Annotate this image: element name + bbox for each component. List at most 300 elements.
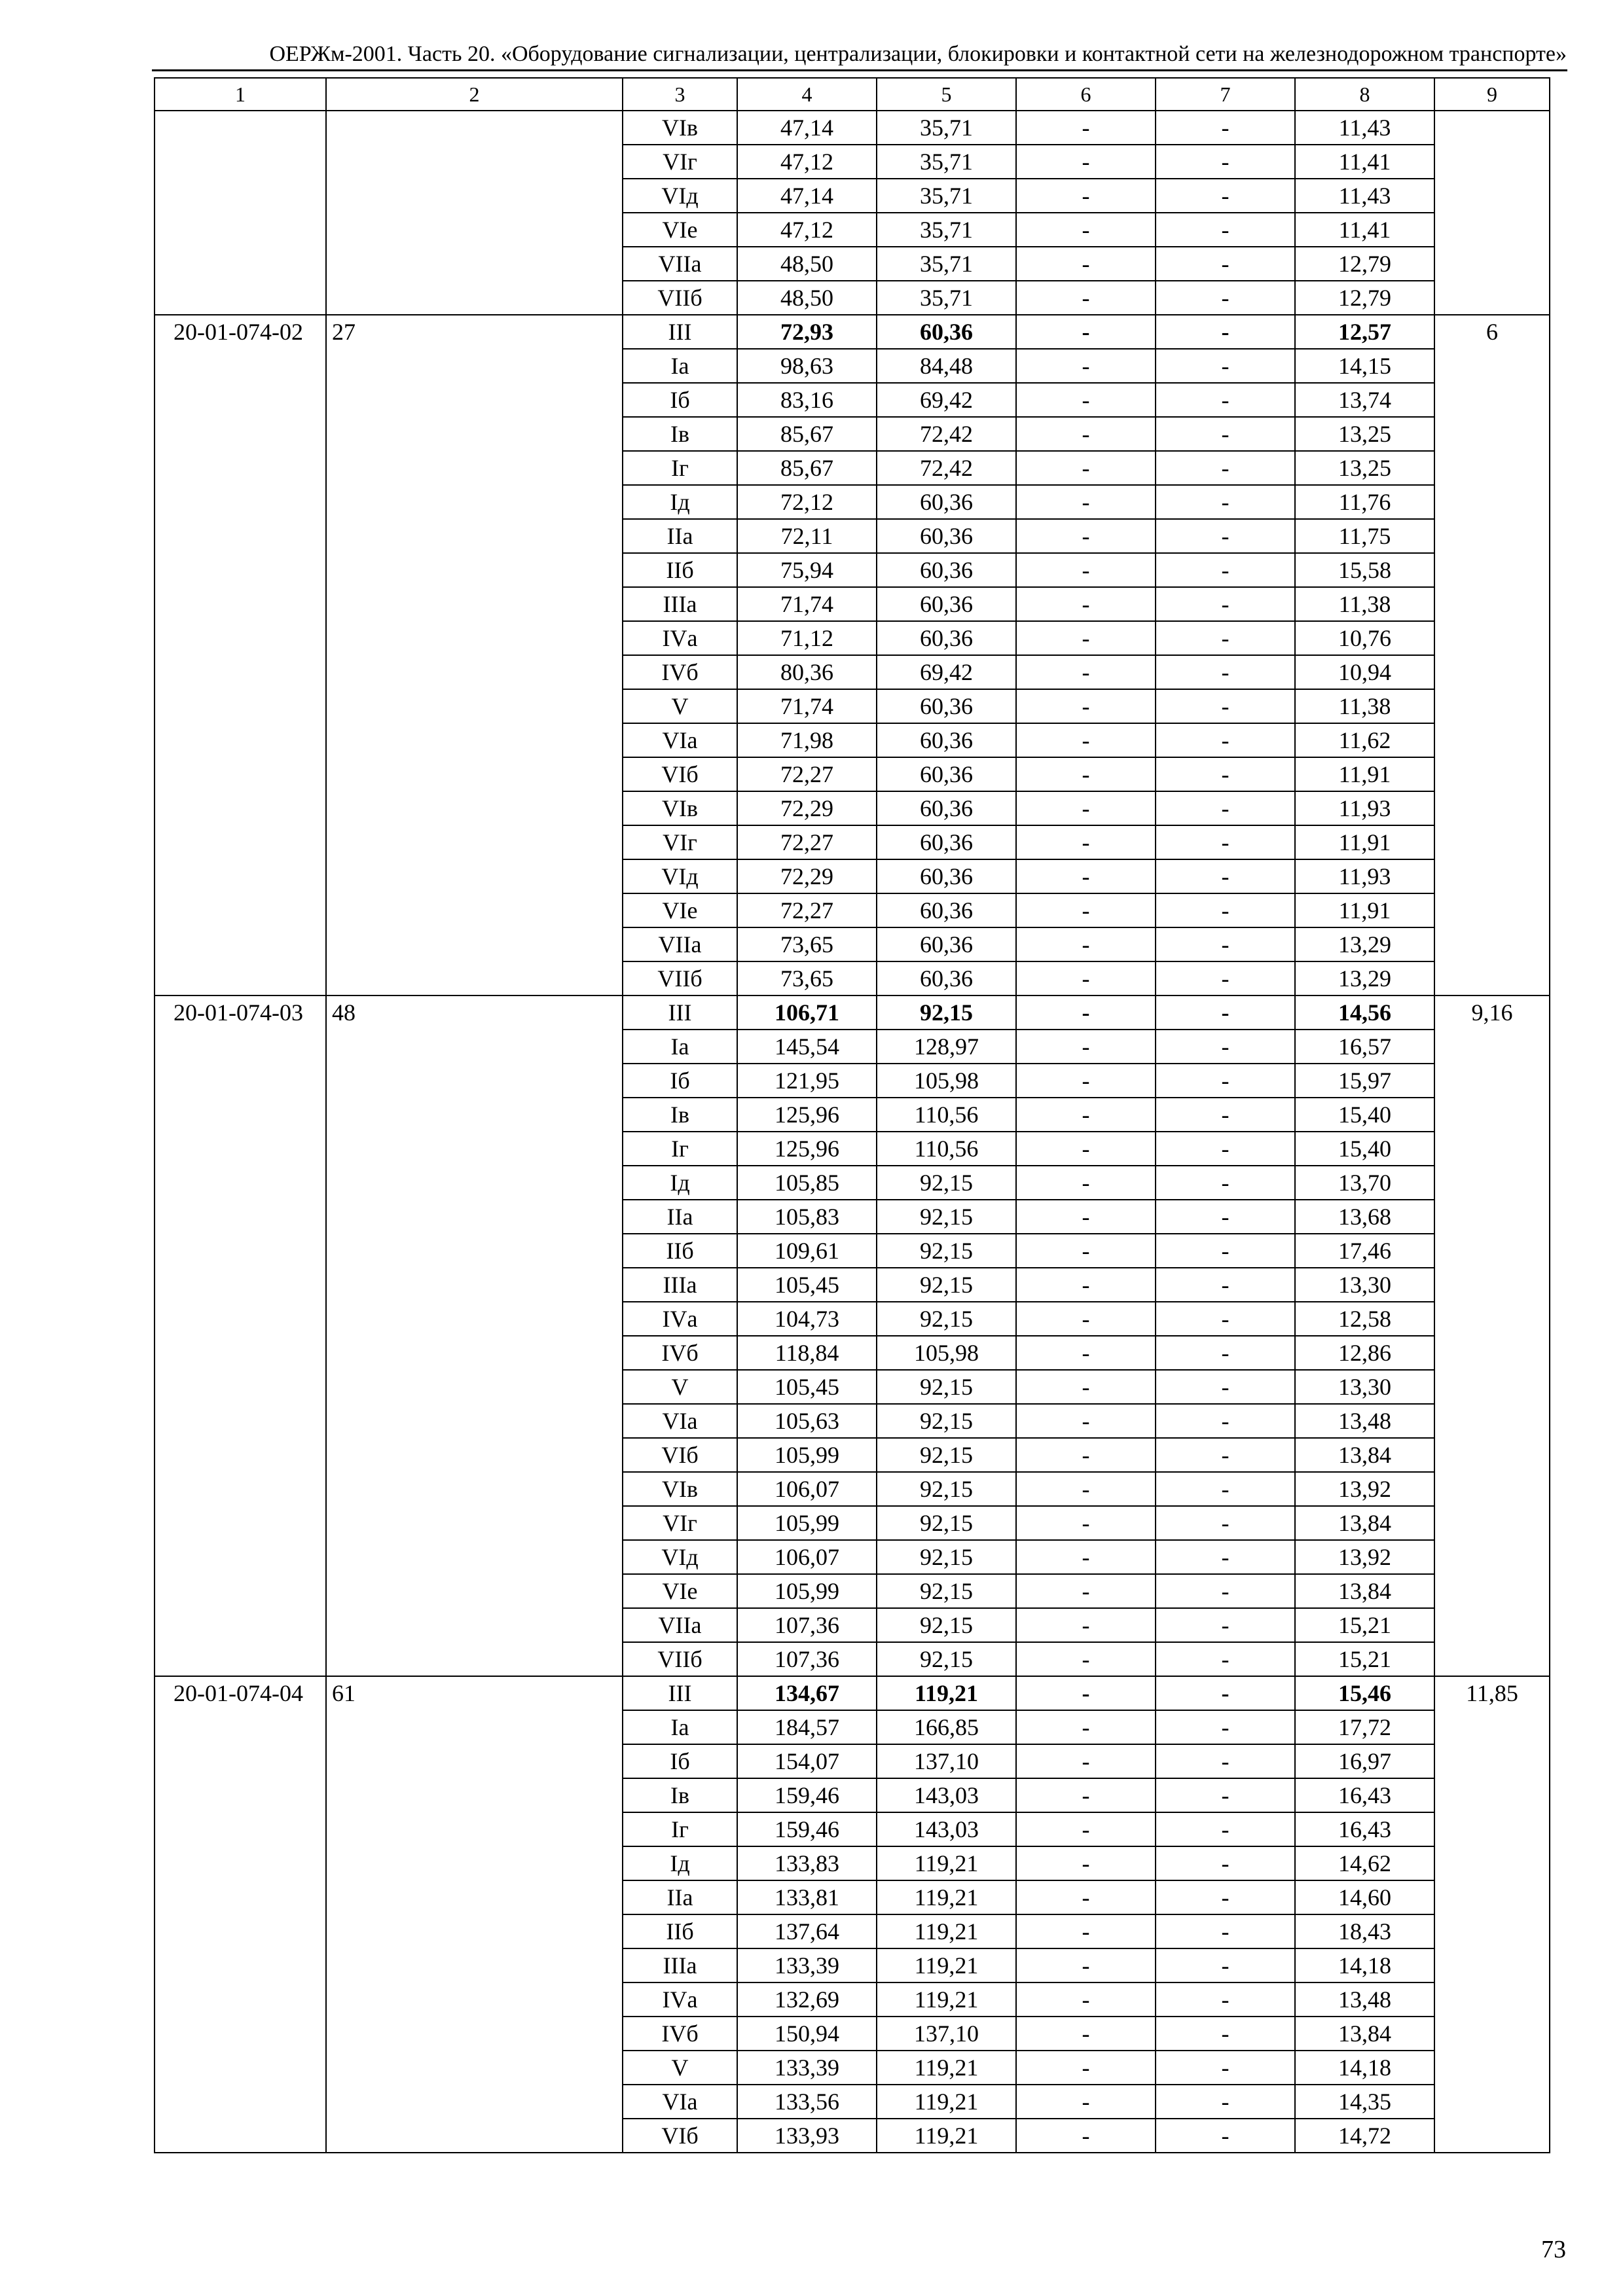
- materials-cell: 15,21: [1295, 1608, 1434, 1642]
- total-cost-cell: 150,94: [737, 2017, 877, 2051]
- materials-cell: 13,84: [1295, 1574, 1434, 1608]
- machinist-wages-cell: -: [1156, 1336, 1295, 1370]
- materials-cell: 11,38: [1295, 689, 1434, 723]
- machines-cell: -: [1016, 1404, 1156, 1438]
- machines-cell: -: [1016, 1030, 1156, 1064]
- zone-cell: VIд: [623, 179, 737, 213]
- zone-cell: V: [623, 689, 737, 723]
- total-cost-cell: 71,74: [737, 689, 877, 723]
- machines-cell: -: [1016, 1744, 1156, 1778]
- machines-cell: -: [1016, 1574, 1156, 1608]
- wages-cell: 110,56: [877, 1098, 1016, 1132]
- materials-cell: 14,18: [1295, 2051, 1434, 2085]
- machinist-wages-cell: -: [1156, 1404, 1295, 1438]
- total-cost-cell: 133,93: [737, 2119, 877, 2153]
- machines-cell: -: [1016, 1302, 1156, 1336]
- total-cost-cell: 106,71: [737, 996, 877, 1030]
- wages-cell: 92,15: [877, 1608, 1016, 1642]
- column-9-cell: 11,85: [1434, 1676, 1550, 2153]
- machinist-wages-cell: -: [1156, 961, 1295, 996]
- wages-cell: 60,36: [877, 587, 1016, 621]
- materials-cell: 11,43: [1295, 111, 1434, 145]
- machinist-wages-cell: -: [1156, 451, 1295, 485]
- machinist-wages-cell: -: [1156, 1914, 1295, 1948]
- materials-cell: 15,97: [1295, 1064, 1434, 1098]
- machines-cell: -: [1016, 757, 1156, 791]
- zone-cell: Iа: [623, 349, 737, 383]
- total-cost-cell: 133,81: [737, 1880, 877, 1914]
- total-cost-cell: 106,07: [737, 1472, 877, 1506]
- table-row: [155, 315, 1550, 349]
- total-cost-cell: 159,46: [737, 1778, 877, 1812]
- wages-cell: 119,21: [877, 2085, 1016, 2119]
- zone-cell: III: [623, 315, 737, 349]
- zone-cell: Iа: [623, 1710, 737, 1744]
- rate-code-cell: 20-01-074-04: [155, 1676, 326, 2153]
- wages-cell: 119,21: [877, 1676, 1016, 1710]
- materials-cell: 14,35: [1295, 2085, 1434, 2119]
- machines-cell: -: [1016, 315, 1156, 349]
- machines-cell: -: [1016, 621, 1156, 655]
- machinist-wages-cell: -: [1156, 791, 1295, 825]
- machinist-wages-cell: -: [1156, 485, 1295, 519]
- machines-cell: -: [1016, 1778, 1156, 1812]
- page-number: 73: [1541, 2236, 1566, 2263]
- machines-cell: -: [1016, 2051, 1156, 2085]
- materials-cell: 11,41: [1295, 145, 1434, 179]
- machines-cell: -: [1016, 1234, 1156, 1268]
- zone-cell: VIIа: [623, 247, 737, 281]
- wages-cell: 92,15: [877, 1268, 1016, 1302]
- wages-cell: 119,21: [877, 2051, 1016, 2085]
- materials-cell: 13,25: [1295, 451, 1434, 485]
- zone-cell: Iб: [623, 383, 737, 417]
- machinist-wages-cell: -: [1156, 179, 1295, 213]
- materials-cell: 11,43: [1295, 179, 1434, 213]
- zone-cell: Iа: [623, 1030, 737, 1064]
- column-9-cell: [1434, 111, 1550, 315]
- wages-cell: 119,21: [877, 1948, 1016, 1982]
- total-cost-cell: 47,12: [737, 213, 877, 247]
- machines-cell: -: [1016, 1948, 1156, 1982]
- zone-cell: VIг: [623, 145, 737, 179]
- machinist-wages-cell: -: [1156, 1234, 1295, 1268]
- machinist-wages-cell: -: [1156, 1948, 1295, 1982]
- wages-cell: 119,21: [877, 2119, 1016, 2153]
- wages-cell: 35,71: [877, 213, 1016, 247]
- machines-cell: -: [1016, 791, 1156, 825]
- wages-cell: 84,48: [877, 349, 1016, 383]
- machinist-wages-cell: -: [1156, 655, 1295, 689]
- column-header: 7: [1156, 78, 1295, 111]
- wages-cell: 60,36: [877, 825, 1016, 859]
- wages-cell: 92,15: [877, 1642, 1016, 1676]
- machinist-wages-cell: -: [1156, 723, 1295, 757]
- materials-cell: 18,43: [1295, 1914, 1434, 1948]
- materials-cell: 15,21: [1295, 1642, 1434, 1676]
- total-cost-cell: 48,50: [737, 281, 877, 315]
- zone-cell: III: [623, 1676, 737, 1710]
- total-cost-cell: 85,67: [737, 451, 877, 485]
- wages-cell: 35,71: [877, 179, 1016, 213]
- machinist-wages-cell: -: [1156, 1982, 1295, 2017]
- wages-cell: 35,71: [877, 111, 1016, 145]
- rate-code-cell: [155, 111, 326, 315]
- zone-cell: IIа: [623, 1200, 737, 1234]
- wages-cell: 35,71: [877, 247, 1016, 281]
- wages-cell: 60,36: [877, 893, 1016, 927]
- machines-cell: -: [1016, 1880, 1156, 1914]
- materials-cell: 16,43: [1295, 1778, 1434, 1812]
- total-cost-cell: 105,99: [737, 1438, 877, 1472]
- zone-cell: VIIб: [623, 1642, 737, 1676]
- total-cost-cell: 105,99: [737, 1574, 877, 1608]
- zone-cell: VIб: [623, 2119, 737, 2153]
- wages-cell: 119,21: [877, 1914, 1016, 1948]
- materials-cell: 13,30: [1295, 1370, 1434, 1404]
- total-cost-cell: 72,27: [737, 893, 877, 927]
- materials-cell: 13,25: [1295, 417, 1434, 451]
- zone-cell: VIе: [623, 1574, 737, 1608]
- zone-cell: VIв: [623, 1472, 737, 1506]
- total-cost-cell: 72,29: [737, 859, 877, 893]
- materials-cell: 15,40: [1295, 1132, 1434, 1166]
- wages-cell: 60,36: [877, 315, 1016, 349]
- machines-cell: -: [1016, 927, 1156, 961]
- zone-cell: VIIа: [623, 1608, 737, 1642]
- zone-cell: VIа: [623, 2085, 737, 2119]
- machines-cell: -: [1016, 689, 1156, 723]
- machinist-wages-cell: -: [1156, 1846, 1295, 1880]
- wages-cell: 119,21: [877, 1880, 1016, 1914]
- materials-cell: 17,72: [1295, 1710, 1434, 1744]
- materials-cell: 13,92: [1295, 1540, 1434, 1574]
- total-cost-cell: 47,14: [737, 111, 877, 145]
- machines-cell: -: [1016, 281, 1156, 315]
- machines-cell: -: [1016, 2119, 1156, 2153]
- total-cost-cell: 105,45: [737, 1370, 877, 1404]
- zone-cell: VIб: [623, 757, 737, 791]
- machinist-wages-cell: -: [1156, 2085, 1295, 2119]
- total-cost-cell: 105,85: [737, 1166, 877, 1200]
- total-cost-cell: 107,36: [737, 1642, 877, 1676]
- wages-cell: 69,42: [877, 383, 1016, 417]
- materials-cell: 12,57: [1295, 315, 1434, 349]
- materials-cell: 11,76: [1295, 485, 1434, 519]
- machines-cell: -: [1016, 1710, 1156, 1744]
- materials-cell: 14,72: [1295, 2119, 1434, 2153]
- materials-cell: 15,58: [1295, 553, 1434, 587]
- wages-cell: 60,36: [877, 859, 1016, 893]
- wages-cell: 69,42: [877, 655, 1016, 689]
- column-header: 4: [737, 78, 877, 111]
- materials-cell: 12,58: [1295, 1302, 1434, 1336]
- machines-cell: -: [1016, 1642, 1156, 1676]
- total-cost-cell: 73,65: [737, 961, 877, 996]
- materials-cell: 12,79: [1295, 281, 1434, 315]
- machinist-wages-cell: -: [1156, 1880, 1295, 1914]
- materials-cell: 15,40: [1295, 1098, 1434, 1132]
- machines-cell: -: [1016, 2085, 1156, 2119]
- wages-cell: 60,36: [877, 791, 1016, 825]
- zone-cell: VIд: [623, 859, 737, 893]
- zone-cell: VIв: [623, 791, 737, 825]
- machinist-wages-cell: -: [1156, 1268, 1295, 1302]
- wages-cell: 105,98: [877, 1336, 1016, 1370]
- zone-cell: IIIа: [623, 1268, 737, 1302]
- total-cost-cell: 159,46: [737, 1812, 877, 1846]
- zone-cell: IIа: [623, 1880, 737, 1914]
- wages-cell: 60,36: [877, 927, 1016, 961]
- zone-cell: IVб: [623, 655, 737, 689]
- machines-cell: -: [1016, 553, 1156, 587]
- wages-cell: 60,36: [877, 723, 1016, 757]
- machines-cell: -: [1016, 723, 1156, 757]
- machinist-wages-cell: -: [1156, 2017, 1295, 2051]
- machines-cell: -: [1016, 1506, 1156, 1540]
- zone-cell: Iд: [623, 1846, 737, 1880]
- materials-cell: 11,93: [1295, 791, 1434, 825]
- machinist-wages-cell: -: [1156, 1030, 1295, 1064]
- materials-cell: 16,97: [1295, 1744, 1434, 1778]
- machines-cell: -: [1016, 961, 1156, 996]
- header-rule: [152, 69, 1567, 71]
- materials-cell: 13,68: [1295, 1200, 1434, 1234]
- total-cost-cell: 106,07: [737, 1540, 877, 1574]
- machinist-wages-cell: -: [1156, 1778, 1295, 1812]
- zone-cell: IVа: [623, 621, 737, 655]
- machines-cell: -: [1016, 1200, 1156, 1234]
- total-cost-cell: 134,67: [737, 1676, 877, 1710]
- zone-cell: VIIб: [623, 281, 737, 315]
- zone-cell: VIа: [623, 1404, 737, 1438]
- table-body: [155, 111, 1550, 2153]
- machinist-wages-cell: -: [1156, 1302, 1295, 1336]
- machines-cell: -: [1016, 179, 1156, 213]
- total-cost-cell: 107,36: [737, 1608, 877, 1642]
- machinist-wages-cell: -: [1156, 587, 1295, 621]
- machines-cell: -: [1016, 655, 1156, 689]
- materials-cell: 13,29: [1295, 961, 1434, 996]
- zone-cell: Iб: [623, 1064, 737, 1098]
- zone-cell: Iв: [623, 1098, 737, 1132]
- total-cost-cell: 71,12: [737, 621, 877, 655]
- machines-cell: -: [1016, 1370, 1156, 1404]
- zone-cell: VIд: [623, 1540, 737, 1574]
- wages-cell: 92,15: [877, 1302, 1016, 1336]
- column-9-cell: 9,16: [1434, 996, 1550, 1676]
- materials-cell: 13,84: [1295, 1438, 1434, 1472]
- machines-cell: -: [1016, 417, 1156, 451]
- total-cost-cell: 71,98: [737, 723, 877, 757]
- machines-cell: -: [1016, 1982, 1156, 2017]
- machinist-wages-cell: -: [1156, 1608, 1295, 1642]
- machines-cell: -: [1016, 111, 1156, 145]
- machinist-wages-cell: -: [1156, 349, 1295, 383]
- wages-cell: 72,42: [877, 451, 1016, 485]
- machines-cell: -: [1016, 1098, 1156, 1132]
- rate-code-cell: 20-01-074-02: [155, 315, 326, 996]
- column-header: 9: [1434, 78, 1550, 111]
- wages-cell: 60,36: [877, 621, 1016, 655]
- wages-cell: 92,15: [877, 1472, 1016, 1506]
- column-2-cell: 48: [326, 996, 623, 1676]
- total-cost-cell: 72,93: [737, 315, 877, 349]
- materials-cell: 15,46: [1295, 1676, 1434, 1710]
- machinist-wages-cell: -: [1156, 1676, 1295, 1710]
- total-cost-cell: 105,99: [737, 1506, 877, 1540]
- column-2-cell: [326, 111, 623, 315]
- materials-cell: 17,46: [1295, 1234, 1434, 1268]
- document-header: ОЕРЖм-2001. Часть 20. «Оборудование сигнализации, централизации, блокировки и контактной сети на железнодорожном транспорте»: [269, 42, 1567, 66]
- machinist-wages-cell: -: [1156, 825, 1295, 859]
- machinist-wages-cell: -: [1156, 2051, 1295, 2085]
- machinist-wages-cell: -: [1156, 553, 1295, 587]
- wages-cell: 92,15: [877, 1166, 1016, 1200]
- wages-cell: 60,36: [877, 553, 1016, 587]
- zone-cell: Iд: [623, 485, 737, 519]
- machinist-wages-cell: -: [1156, 621, 1295, 655]
- machinist-wages-cell: -: [1156, 1098, 1295, 1132]
- column-header: 8: [1295, 78, 1434, 111]
- wages-cell: 166,85: [877, 1710, 1016, 1744]
- machinist-wages-cell: -: [1156, 111, 1295, 145]
- column-9-cell: 6: [1434, 315, 1550, 996]
- materials-cell: 12,86: [1295, 1336, 1434, 1370]
- wages-cell: 92,15: [877, 1200, 1016, 1234]
- machinist-wages-cell: -: [1156, 247, 1295, 281]
- wages-cell: 119,21: [877, 1982, 1016, 2017]
- machinist-wages-cell: -: [1156, 1132, 1295, 1166]
- total-cost-cell: 85,67: [737, 417, 877, 451]
- total-cost-cell: 133,56: [737, 2085, 877, 2119]
- total-cost-cell: 105,63: [737, 1404, 877, 1438]
- machines-cell: -: [1016, 451, 1156, 485]
- rate-code-cell: 20-01-074-03: [155, 996, 326, 1676]
- wages-cell: 143,03: [877, 1812, 1016, 1846]
- zone-cell: IIIа: [623, 587, 737, 621]
- wages-cell: 143,03: [877, 1778, 1016, 1812]
- materials-cell: 13,48: [1295, 1982, 1434, 2017]
- machinist-wages-cell: -: [1156, 1506, 1295, 1540]
- materials-cell: 13,29: [1295, 927, 1434, 961]
- machinist-wages-cell: -: [1156, 1574, 1295, 1608]
- materials-cell: 13,74: [1295, 383, 1434, 417]
- materials-cell: 14,56: [1295, 996, 1434, 1030]
- wages-cell: 92,15: [877, 1438, 1016, 1472]
- machines-cell: -: [1016, 519, 1156, 553]
- total-cost-cell: 104,73: [737, 1302, 877, 1336]
- zone-cell: VIг: [623, 825, 737, 859]
- wages-cell: 137,10: [877, 1744, 1016, 1778]
- column-2-cell: 27: [326, 315, 623, 996]
- column-header: 2: [326, 78, 623, 111]
- table-row: [155, 1676, 1550, 1710]
- column-2-cell: 61: [326, 1676, 623, 2153]
- zone-cell: Iг: [623, 1132, 737, 1166]
- zone-cell: VIв: [623, 111, 737, 145]
- machinist-wages-cell: -: [1156, 1744, 1295, 1778]
- materials-cell: 13,92: [1295, 1472, 1434, 1506]
- machinist-wages-cell: -: [1156, 315, 1295, 349]
- total-cost-cell: 154,07: [737, 1744, 877, 1778]
- total-cost-cell: 133,39: [737, 1948, 877, 1982]
- total-cost-cell: 145,54: [737, 1030, 877, 1064]
- zone-cell: IVа: [623, 1982, 737, 2017]
- materials-cell: 14,15: [1295, 349, 1434, 383]
- machinist-wages-cell: -: [1156, 145, 1295, 179]
- total-cost-cell: 184,57: [737, 1710, 877, 1744]
- wages-cell: 72,42: [877, 417, 1016, 451]
- machines-cell: -: [1016, 485, 1156, 519]
- total-cost-cell: 83,16: [737, 383, 877, 417]
- zone-cell: IIб: [623, 1914, 737, 1948]
- zone-cell: VIIа: [623, 927, 737, 961]
- machinist-wages-cell: -: [1156, 519, 1295, 553]
- machinist-wages-cell: -: [1156, 1812, 1295, 1846]
- total-cost-cell: 133,83: [737, 1846, 877, 1880]
- machinist-wages-cell: -: [1156, 213, 1295, 247]
- zone-cell: VIIб: [623, 961, 737, 996]
- machinist-wages-cell: -: [1156, 893, 1295, 927]
- wages-cell: 92,15: [877, 1370, 1016, 1404]
- zone-cell: IIIа: [623, 1948, 737, 1982]
- column-header: 5: [877, 78, 1016, 111]
- total-cost-cell: 105,45: [737, 1268, 877, 1302]
- total-cost-cell: 72,27: [737, 825, 877, 859]
- zone-cell: Iд: [623, 1166, 737, 1200]
- materials-cell: 12,79: [1295, 247, 1434, 281]
- zone-cell: VIб: [623, 1438, 737, 1472]
- zone-cell: Iг: [623, 451, 737, 485]
- total-cost-cell: 72,11: [737, 519, 877, 553]
- total-cost-cell: 98,63: [737, 349, 877, 383]
- machines-cell: -: [1016, 1064, 1156, 1098]
- zone-cell: VIе: [623, 213, 737, 247]
- materials-cell: 13,70: [1295, 1166, 1434, 1200]
- zone-cell: Iб: [623, 1744, 737, 1778]
- zone-cell: Iг: [623, 1812, 737, 1846]
- zone-cell: IVб: [623, 1336, 737, 1370]
- total-cost-cell: 75,94: [737, 553, 877, 587]
- materials-cell: 11,93: [1295, 859, 1434, 893]
- wages-cell: 92,15: [877, 1574, 1016, 1608]
- wages-cell: 128,97: [877, 1030, 1016, 1064]
- machines-cell: -: [1016, 383, 1156, 417]
- machines-cell: -: [1016, 1846, 1156, 1880]
- total-cost-cell: 72,29: [737, 791, 877, 825]
- machines-cell: -: [1016, 893, 1156, 927]
- machinist-wages-cell: -: [1156, 1472, 1295, 1506]
- machinist-wages-cell: -: [1156, 1064, 1295, 1098]
- machines-cell: -: [1016, 1914, 1156, 1948]
- zone-cell: IVа: [623, 1302, 737, 1336]
- machinist-wages-cell: -: [1156, 927, 1295, 961]
- total-cost-cell: 48,50: [737, 247, 877, 281]
- zone-cell: IIа: [623, 519, 737, 553]
- materials-cell: 16,43: [1295, 1812, 1434, 1846]
- wages-cell: 60,36: [877, 519, 1016, 553]
- wages-cell: 92,15: [877, 1540, 1016, 1574]
- zone-cell: III: [623, 996, 737, 1030]
- machinist-wages-cell: -: [1156, 689, 1295, 723]
- column-header: 3: [623, 78, 737, 111]
- table-row: [155, 996, 1550, 1030]
- materials-cell: 11,91: [1295, 757, 1434, 791]
- wages-cell: 92,15: [877, 996, 1016, 1030]
- materials-cell: 13,30: [1295, 1268, 1434, 1302]
- zone-cell: Iв: [623, 417, 737, 451]
